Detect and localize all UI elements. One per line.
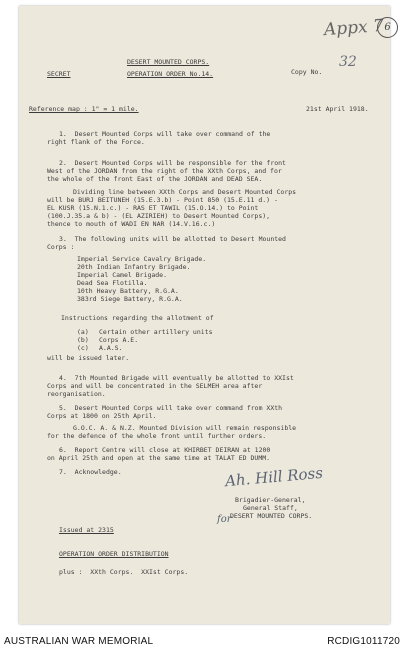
unit-item: Imperial Camel Brigade. [77, 271, 168, 279]
order-date: 21st April 1918. [306, 105, 369, 113]
issued-time: Issued at 2315 [59, 526, 114, 534]
paragraph-6-line: on April 25th and open at the same time at TALAT ED DUMM. [47, 454, 271, 462]
allotment-key: (b) [77, 336, 89, 344]
unit-item: 383rd Siege Battery, R.G.A. [77, 295, 183, 303]
paragraph-5-note-line: G.O.C. A. & N.Z. Mounted Division will remain responsible [73, 424, 297, 432]
footer-right: RCDIG1011720 [327, 636, 400, 647]
paragraph-5-line: Corps at 1800 on 25th April. [47, 412, 157, 420]
paragraph-4-line: 4. 7th Mounted Brigade will eventually be allotted to XXIst [59, 374, 294, 382]
unit-item: 20th Indian Infantry Brigade. [77, 263, 191, 271]
allotment-item: Corps A.E. [99, 336, 139, 344]
signature-title-1: Brigadier-General, [235, 496, 306, 504]
secret-label: SECRET [47, 70, 71, 78]
instructions-line: Instructions regarding the allotment of [61, 314, 214, 322]
copy-number: 32 [339, 54, 357, 70]
unit-item: 10th Heavy Battery, R.G.A. [77, 287, 179, 295]
paragraph-2-line: West of the JORDAN from the right of the XXth Corps, and for [47, 167, 282, 175]
distribution-line: plus : XXth Corps. XXIst Corps. [59, 568, 189, 576]
footer-left: AUSTRALIAN WAR MEMORIAL [4, 636, 154, 647]
unit-item: Imperial Service Cavalry Brigade. [77, 255, 207, 263]
handwritten-signature: Ah. Hill Ross [224, 463, 324, 491]
paragraph-5-line: 5. Desert Mounted Corps will take over command from XXth [59, 404, 283, 412]
allotment-item: Certain other artillery units [99, 328, 213, 336]
copy-label: Copy No. [291, 68, 323, 76]
signature-title-3: DESERT MOUNTED CORPS. [230, 512, 313, 520]
paragraph-2-line: 2. Desert Mounted Corps will be responsible for the front [59, 159, 286, 167]
paragraph-4-line: Corps and will be concentrated in the SELMEH area after [47, 382, 263, 390]
document-page [19, 6, 390, 624]
paragraph-4-line: reorganisation. [47, 390, 106, 398]
paragraph-2-dividing-line: Dividing line between XXth Corps and Desert Mounted Corps [73, 188, 297, 196]
paragraph-2-dividing-line: EL KUSR (15.N.1.c.) - RAS ET TAWIL (15.O.14.) to Point [47, 204, 259, 212]
paragraph-2-dividing-line: (100.J.35.a & b) - (EL AZIRIEH) to Desert Mounted Corps), [47, 212, 271, 220]
reference-map: Reference map : 1" = 1 mile. [29, 105, 139, 113]
pencil-annotation: Appx 7 [323, 15, 385, 41]
paragraph-5-note-line: for the defence of the whole front until further orders. [47, 432, 267, 440]
distribution-title: OPERATION ORDER DISTRIBUTION [59, 550, 169, 558]
circled-number-annotation: 6 [377, 17, 398, 38]
paragraph-1-line: right flank of the Force. [47, 138, 145, 146]
unit-item: Dead Sea Flotilla. [77, 279, 148, 287]
paragraph-2-dividing-line: thence to mouth of WADI EN NAR (14.V.16.c.) [47, 220, 216, 228]
paragraph-2-line: the whole of the front East of the JORDAN and DEAD SEA. [47, 175, 263, 183]
allotment-item: A.A.S. [99, 344, 123, 352]
signature-title-2: General Staff, [243, 504, 298, 512]
paragraph-1-line: 1. Desert Mounted Corps will take over command of the [59, 130, 271, 138]
paragraph-6-line: 6. Report Centre will close at KHIRBET DEIRAN at 1200 [59, 446, 271, 454]
allotment-key: (c) [77, 344, 89, 352]
paragraph-2-dividing-line: will be BURJ BEITUNEH (15.E.3.b) - Point 850 (15.E.11 d.) - [47, 196, 278, 204]
allotment-key: (a) [77, 328, 89, 336]
signature-for: for [217, 514, 232, 525]
paragraph-3-line: Corps : [47, 243, 75, 251]
paragraph-7: 7. Acknowledge. [59, 468, 122, 476]
issued-later-line: will be issued later. [47, 354, 130, 362]
corps-heading: DESERT MOUNTED CORPS. [127, 58, 210, 66]
order-heading: OPERATION ORDER No.14. [127, 70, 214, 78]
footer-bar [0, 632, 404, 652]
paragraph-3-line: 3. The following units will be allotted to Desert Mounted [59, 235, 286, 243]
